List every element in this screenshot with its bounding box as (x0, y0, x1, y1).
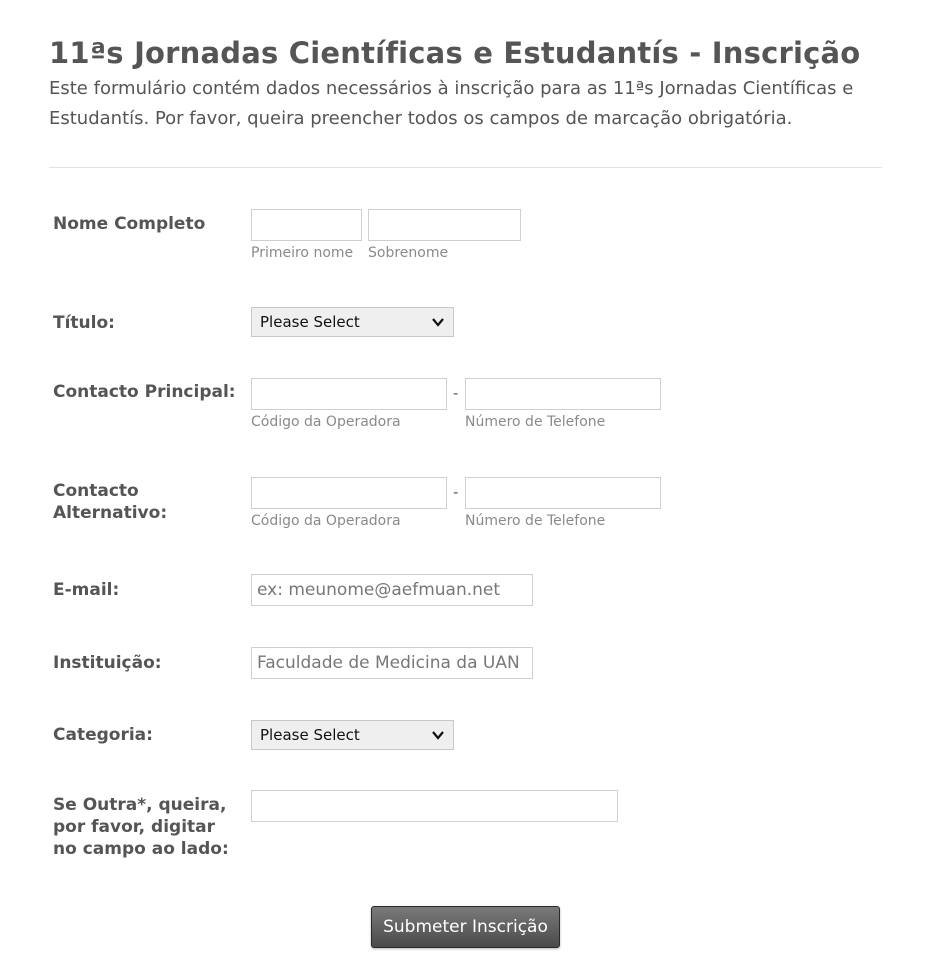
full-name-label: Nome Completo (53, 214, 206, 234)
title-label: Título: (53, 313, 115, 333)
email-label: E-mail: (53, 580, 120, 600)
alt-area-code-input[interactable] (251, 477, 447, 509)
alt-phone-sublabel: Número de Telefone (465, 513, 606, 529)
institution-label: Instituição: (53, 653, 162, 673)
category-label: Categoria: (53, 725, 153, 745)
alt-area-sublabel: Código da Operadora (251, 513, 401, 529)
institution-field-area (251, 647, 533, 679)
alt-area-group (251, 477, 447, 529)
alt-phone-input[interactable] (465, 477, 661, 509)
last-name-sublabel: Sobrenome (368, 245, 449, 261)
chevron-down-icon (431, 728, 445, 742)
first-name-input[interactable] (251, 209, 362, 241)
primary-phone-input[interactable] (465, 378, 661, 410)
first-name-sublabel: Primeiro nome (251, 245, 354, 261)
last-name-input[interactable] (368, 209, 521, 241)
other-input[interactable] (251, 790, 618, 822)
primary-phone-sublabel: Número de Telefone (465, 414, 606, 430)
submit-button[interactable]: Submeter Inscrição (371, 906, 560, 948)
form-page (49, 34, 882, 134)
alt-phone-group (465, 477, 661, 529)
primary-separator: - (453, 384, 459, 402)
title-select[interactable] (251, 307, 454, 337)
last-name-group (368, 209, 521, 261)
primary-phone-group (465, 378, 661, 430)
form-title: 11ªs Jornadas Científicas e Estudantís - Inscrição (49, 36, 861, 70)
chevron-down-icon (431, 315, 445, 329)
email-input[interactable] (251, 574, 533, 606)
alt-contact-label: Contacto Alternativo: (53, 481, 168, 523)
email-field-area (251, 574, 533, 606)
form-description: Este formulário contém dados necessários à inscrição para as 11ªs Jornadas Científicas e Estudantís. Por favor, queira preencher todos os campos de marcação obrigatória. (49, 78, 854, 129)
primary-area-code-input[interactable] (251, 378, 447, 410)
other-field-area (251, 790, 618, 822)
first-name-group (251, 209, 362, 261)
primary-contact-label: Contacto Principal: (53, 382, 236, 402)
primary-area-group (251, 378, 447, 430)
title-select-value: Please Select (260, 313, 360, 331)
alt-separator: - (453, 483, 459, 501)
primary-area-sublabel: Código da Operadora (251, 414, 401, 430)
header-divider (49, 167, 882, 168)
category-select-value: Please Select (260, 726, 360, 744)
other-label: Se Outra*, queira, por favor, digitar no campo ao lado: (53, 795, 229, 859)
institution-input[interactable] (251, 647, 533, 679)
category-select[interactable] (251, 720, 454, 750)
